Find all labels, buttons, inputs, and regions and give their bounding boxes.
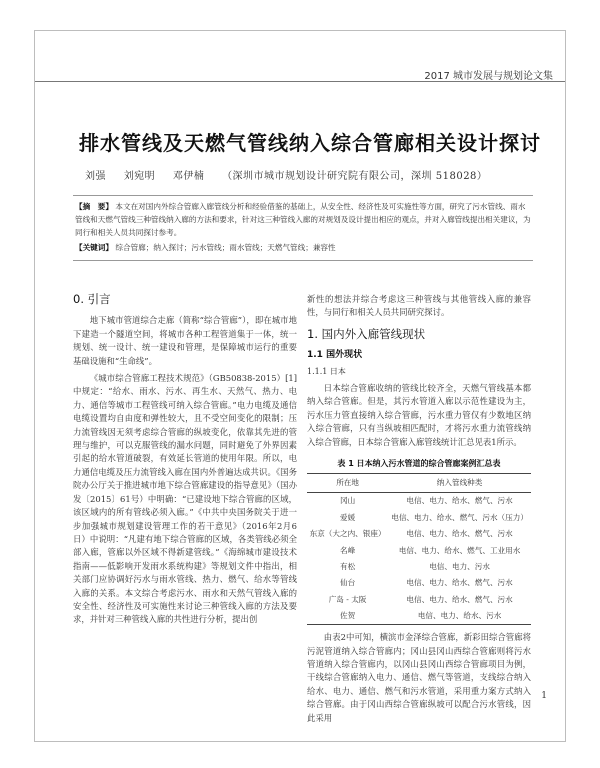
table-cell: 电信、电力、给水、燃气、污水 [406,578,513,588]
table-cell: 电信、电力、给水、燃气、污水 [406,594,513,604]
table-cell: 电信、电力、给水、燃气、污水 [406,529,513,539]
keywords-label: 【关键词】 [75,243,113,252]
table-row [307,575,531,591]
intro-continuation: 新性的想法并综合考虑这三种管线与其他管线入廊的兼容性，与同行和相关人员共同研究探讨。 [307,294,531,318]
table-row [307,542,531,558]
table-cell: 爱媛 [339,512,356,522]
table-header-cell: 所在地 [307,474,388,492]
page-number: 1 [541,691,547,701]
table-row [307,492,531,509]
table-cell: 电信、电力、给水、燃气、污水 [406,496,513,506]
journal-header: 2017 城市发展与规划论文集 [424,71,553,82]
abstract-text: 本文在对国内外综合管廊入廊管线分析和经验借鉴的基础上，从安全性、经济性及可实施性等方面，研究了污水管线、雨水管线和天燃气管线三种管线纳入廊的方法和要求，针对这三种管线入廊的对规划及设计提出相应的观点，并对入廊管线提出相关建议，为同行和相关人员共同探讨参考。 [75,202,531,237]
right-column [307,293,531,729]
body-paragraph: 由表2中可知，横滨市金泽综合管廊，新彩田综合管廊将污泥管道纳入综合管廊内；冈山县冈山西综合管廊则将污水管道纳入综合管廊内，以冈山县冈山西综合管廊项目为例，干线综合管廊纳入电力、通信、燃气等管道，支线综合纳入给水、电力、通信、燃气和污水管道，采用重力案方式纳入综合管廊。由于冈山西综合管廊纵坡可以配合污水管线，因此采用 [307,632,531,723]
table-row [307,559,531,575]
table-cell: 名峰 [339,545,356,555]
section-heading-status: 1. 国内外入廊管线现状 [307,326,426,341]
author-affiliation: （深圳市城市规划设计研究院有限公司，深圳 518028） [222,171,488,182]
table-row [307,591,531,607]
author-name: 刘宛明 [123,171,156,182]
table-header-cell: 纳入管线种类 [388,474,531,492]
author-name: 邓伊楠 [172,171,205,182]
paper-page [34,30,566,742]
body-paragraph: 日本综合管廊收纳的管线比较齐全，天燃气管线基本都纳入综合管廊。但是，其污水管道入廊以示范性建设为主，污水压力管直接纳入综合管廊，污水重力管仅有少数地区纳入综合管廊，只有当纵坡相匹配时，才将污水重力流管线纳入综合管廊，日本综合管廊入廊管线统计汇总见表1所示。 [307,383,531,447]
abstract-block [73,195,533,261]
table-row [307,608,531,625]
abstract-label: 【摘 要】 [75,202,113,211]
section-heading-intro: 0. 引言 [73,292,111,306]
table-row [307,509,531,525]
keywords-paragraph [75,241,531,254]
table-cell: 电信、电力、给水、燃气、工业用水 [398,545,521,555]
subsection-heading: 1.1 国外现状 [307,350,363,361]
author-name: 刘强 [85,171,106,182]
header-rule [35,81,565,82]
author-line [85,167,501,182]
intro-paragraph: 地下城市管道综合走廊（简称“综合管廊”），即在城市地下建造一个隧道空间，将城市各种工程管道集于一体，统一规划、统一设计、统一建设和管理，是保障城市运行的重要基础设施和“生命线”。 [73,315,297,366]
table-cell: 电信、电力、给水、燃气、污水（压力） [391,512,528,522]
table-cell: 冈山 [339,496,356,506]
paper-title: 排水管线及天燃气管线纳入综合管廊相关设计探讨 [79,131,541,155]
table-cell: 佐贺 [307,608,388,625]
keywords-text: 综合管廊；纳入探讨；污水管线；雨水管线；天燃气管线；兼容性 [115,243,336,252]
table-row [307,526,531,542]
table-cell: 有松 [339,562,356,571]
subsubsection-heading: 1.1.1 日本 [307,366,346,376]
left-column [73,293,297,631]
table-cell: 电信、电力、污水 [429,562,490,571]
table-cell: 仙台 [339,578,356,588]
table-cell: 广岛 - 太阪 [328,594,367,604]
table-caption: 表 1 日本纳入污水管道的综合管廊案例汇总表 [337,459,501,469]
intro-paragraph: 《城市综合管廊工程技术规范》（GB50838-2015）[1]中规定：“给水、雨水、污水、再生水、天然气、热力、电力、通信等城市工程管线可纳入综合管廊。”电力电缆及通信电缆设置均自由度和弹性较大，且不受空间变化的限制；压力流管线因无须考虑综合管廊的纵坡变化，依靠其先进的管理与维护，可以克服管线的漏水问题，同时避免了外界因素引起的给水管道破裂，有效延长管道的使用年限。所以，电力通信电缆及压力流管线入廊在国内外普遍达成共识。《国务院办公厅关于推进城市地下综合管廊建设的指导意见》（国办发〔2015〕61号）中明确：“已建设地下综合管廊的区域，该区域内的所有管线必须入廊。”《中共中央国务院关于进一步加强城市规划建设管理工作的若干意见》（2016年2月6日）中说明：“凡建有地下综合管廊的区域，各类管线必须全部入廊，管廊以外区域不得新建管线。”《海绵城市建设技术指南——低影响开发雨水系统构建》等规划文件中指出，相关部门应协调好污水与雨水管线、热力、燃气、给水等管线入廊的关系。本文综合考虑污水、雨水和天然气管线入廊的安全性、经济性及可实施性来讨论三种管线入廊的方法及要求，并针对三种管线入廊的共性进行分析，提出创 [73,373,297,625]
pipeline-table [307,473,531,625]
abstract-paragraph [75,200,531,239]
table-cell: 电信、电力、给水、污水 [388,608,531,625]
table-cell: 东京（大之内、银座） [309,529,386,539]
